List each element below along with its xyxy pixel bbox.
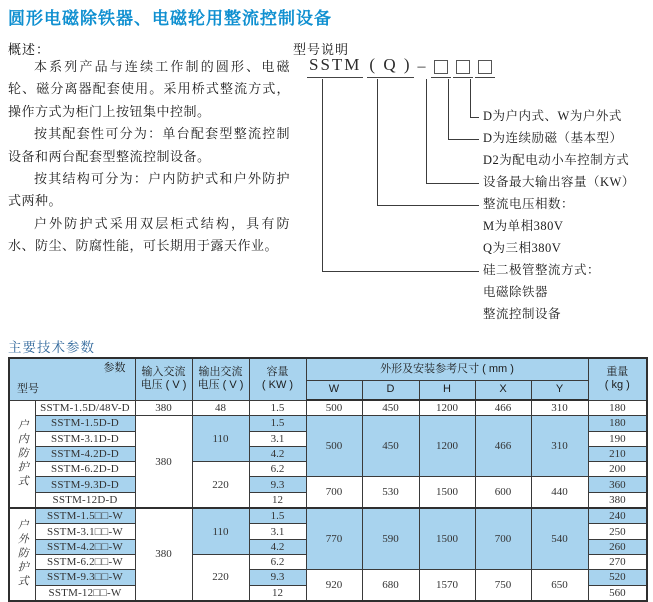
model-cell: SSTM-4.2D-D bbox=[35, 446, 135, 461]
table-row bbox=[9, 416, 647, 431]
value-cell: 6.2 bbox=[249, 554, 306, 569]
col-header-dimensions: 外形及安装参考尺寸 ( mm ) bbox=[306, 358, 588, 380]
value-cell: 1200 bbox=[419, 400, 475, 416]
value-cell: 110 bbox=[192, 508, 249, 554]
value-cell: 1500 bbox=[419, 508, 475, 570]
model-label: D为户内式、W为户外式 bbox=[483, 109, 622, 123]
overview-paragraph: 本系列产品与连续工作制的圆形、电磁轮、磁分离器配套使用。采用桥式整流方式，操作方式为柜门上按钮集中控制。 bbox=[8, 59, 290, 119]
model-cell: SSTM-12□□-W bbox=[35, 585, 135, 601]
page-title: 圆形电磁除铁器、电磁轮用整流控制设备 bbox=[8, 9, 332, 28]
overview-paragraph: 按其结构可分为：户内防护式和户外防护式两种。 bbox=[8, 171, 290, 209]
value-cell: 4.2 bbox=[249, 446, 306, 461]
model-label: 整流电压相数： bbox=[483, 197, 575, 211]
params-table bbox=[8, 357, 648, 602]
value-cell: 530 bbox=[362, 477, 419, 508]
model-dash: – bbox=[417, 58, 426, 75]
overview-paragraph: 按其配套性可分为：单台配套型整流控制设备和两台配套型整流控制设备。 bbox=[8, 126, 290, 164]
value-cell: 12 bbox=[249, 492, 306, 508]
group-label-indoor: 户内防护式 bbox=[9, 400, 35, 508]
value-cell: 500 bbox=[306, 400, 362, 416]
col-header-d: D bbox=[362, 380, 419, 400]
value-cell: 700 bbox=[306, 477, 362, 508]
col-header-capacity: 容量 ( KW ) bbox=[249, 358, 306, 400]
value-cell: 450 bbox=[362, 416, 419, 477]
weight-cell: 260 bbox=[588, 539, 647, 554]
overview-heading: 概述： bbox=[8, 42, 51, 57]
value-cell: 1.5 bbox=[249, 400, 306, 416]
value-cell: 110 bbox=[192, 416, 249, 462]
model-cell: SSTM-9.3D-D bbox=[35, 477, 135, 492]
model-prefix: SSTM bbox=[307, 55, 363, 78]
value-cell: 600 bbox=[475, 477, 531, 508]
value-cell: 1200 bbox=[419, 416, 475, 477]
corner-label-params: 参数 bbox=[103, 362, 126, 374]
weight-cell: 180 bbox=[588, 400, 647, 416]
weight-cell: 360 bbox=[588, 477, 647, 492]
value-cell: 3.1 bbox=[249, 431, 306, 446]
model-label: 电磁除铁器 bbox=[483, 285, 549, 299]
value-cell: 6.2 bbox=[249, 462, 306, 477]
table-heading: 主要技术参数 bbox=[8, 340, 95, 355]
value-cell: 12 bbox=[249, 585, 306, 601]
value-cell: 770 bbox=[306, 508, 362, 570]
table-row bbox=[9, 400, 647, 416]
group-label-outdoor: 户外防护式 bbox=[9, 508, 35, 601]
value-cell: 9.3 bbox=[249, 477, 306, 492]
weight-cell: 560 bbox=[588, 585, 647, 601]
value-cell: 380 bbox=[135, 416, 192, 508]
col-header-x: X bbox=[475, 380, 531, 400]
value-cell: 9.3 bbox=[249, 570, 306, 585]
table-row bbox=[9, 570, 647, 585]
value-cell: 700 bbox=[475, 508, 531, 570]
model-cell: SSTM-3.1D-D bbox=[35, 431, 135, 446]
model-cell: SSTM-9.3□□-W bbox=[35, 570, 135, 585]
value-cell: 220 bbox=[192, 554, 249, 600]
value-cell: 680 bbox=[362, 570, 419, 601]
model-cell: SSTM-1.5□□-W bbox=[35, 508, 135, 524]
value-cell: 750 bbox=[475, 570, 531, 601]
value-cell: 380 bbox=[135, 508, 192, 601]
value-cell: 650 bbox=[531, 570, 588, 601]
model-label: 硅二极管整流方式： bbox=[483, 263, 601, 277]
value-cell: 440 bbox=[531, 477, 588, 508]
model-label: 整流控制设备 bbox=[483, 307, 562, 321]
value-cell: 466 bbox=[475, 416, 531, 477]
model-cell: SSTM-1.5D/48V-D bbox=[35, 400, 135, 416]
value-cell: 48 bbox=[192, 400, 249, 416]
value-cell: 1.5 bbox=[249, 508, 306, 524]
weight-cell: 180 bbox=[588, 416, 647, 431]
weight-cell: 380 bbox=[588, 492, 647, 508]
connector-line bbox=[470, 79, 479, 118]
model-cell: SSTM-3.1□□-W bbox=[35, 524, 135, 539]
col-header-input-voltage: 输入交流 电压 ( V ) bbox=[135, 358, 192, 400]
weight-cell: 520 bbox=[588, 570, 647, 585]
col-header-output-voltage: 输出交流 电压 ( V ) bbox=[192, 358, 249, 400]
model-box bbox=[431, 60, 451, 78]
value-cell: 1570 bbox=[419, 570, 475, 601]
col-header-y: Y bbox=[531, 380, 588, 400]
weight-cell: 200 bbox=[588, 462, 647, 477]
model-cell: SSTM-1.5D-D bbox=[35, 416, 135, 431]
value-cell: 310 bbox=[531, 416, 588, 477]
table-row bbox=[9, 477, 647, 492]
value-cell: 310 bbox=[531, 400, 588, 416]
corner-label-model: 型号 bbox=[17, 382, 39, 395]
model-cell: SSTM-12D-D bbox=[35, 492, 135, 508]
model-box bbox=[453, 60, 473, 78]
col-header-weight: 重量 ( kg ) bbox=[588, 358, 647, 400]
col-header-h: H bbox=[419, 380, 475, 400]
model-box bbox=[475, 60, 495, 78]
model-q: ( Q ) bbox=[367, 55, 413, 78]
value-cell: 920 bbox=[306, 570, 362, 601]
model-cell: SSTM-6.2□□-W bbox=[35, 554, 135, 569]
model-heading: 型号说明 bbox=[293, 42, 350, 57]
model-label: Q为三相380V bbox=[483, 241, 562, 255]
model-label: M为单相380V bbox=[483, 219, 564, 233]
model-code bbox=[307, 55, 495, 78]
model-cell: SSTM-4.2□□-W bbox=[35, 539, 135, 554]
value-cell: 540 bbox=[531, 508, 588, 570]
value-cell: 220 bbox=[192, 462, 249, 508]
value-cell: 380 bbox=[135, 400, 192, 416]
value-cell: 3.1 bbox=[249, 524, 306, 539]
value-cell: 466 bbox=[475, 400, 531, 416]
value-cell: 590 bbox=[362, 508, 419, 570]
model-label: 设备最大输出容量（KW） bbox=[483, 175, 635, 189]
weight-cell: 250 bbox=[588, 524, 647, 539]
value-cell: 500 bbox=[306, 416, 362, 477]
overview-paragraph: 户外防护式采用双层柜式结构，具有防水、防尘、防腐性能，可长期用于露天作业。 bbox=[8, 215, 290, 254]
weight-cell: 240 bbox=[588, 508, 647, 524]
weight-cell: 270 bbox=[588, 554, 647, 569]
model-label: D2为配电动小车控制方式 bbox=[483, 153, 630, 167]
value-cell: 450 bbox=[362, 400, 419, 416]
value-cell: 4.2 bbox=[249, 539, 306, 554]
weight-cell: 210 bbox=[588, 446, 647, 461]
value-cell: 1500 bbox=[419, 477, 475, 508]
table-row bbox=[9, 508, 647, 524]
model-cell: SSTM-6.2D-D bbox=[35, 462, 135, 477]
overview-text bbox=[8, 56, 290, 258]
weight-cell: 190 bbox=[588, 431, 647, 446]
corner-cell bbox=[9, 358, 135, 400]
model-label: D为连续励磁（基本型） bbox=[483, 131, 623, 145]
col-header-w: W bbox=[306, 380, 362, 400]
value-cell: 1.5 bbox=[249, 416, 306, 431]
